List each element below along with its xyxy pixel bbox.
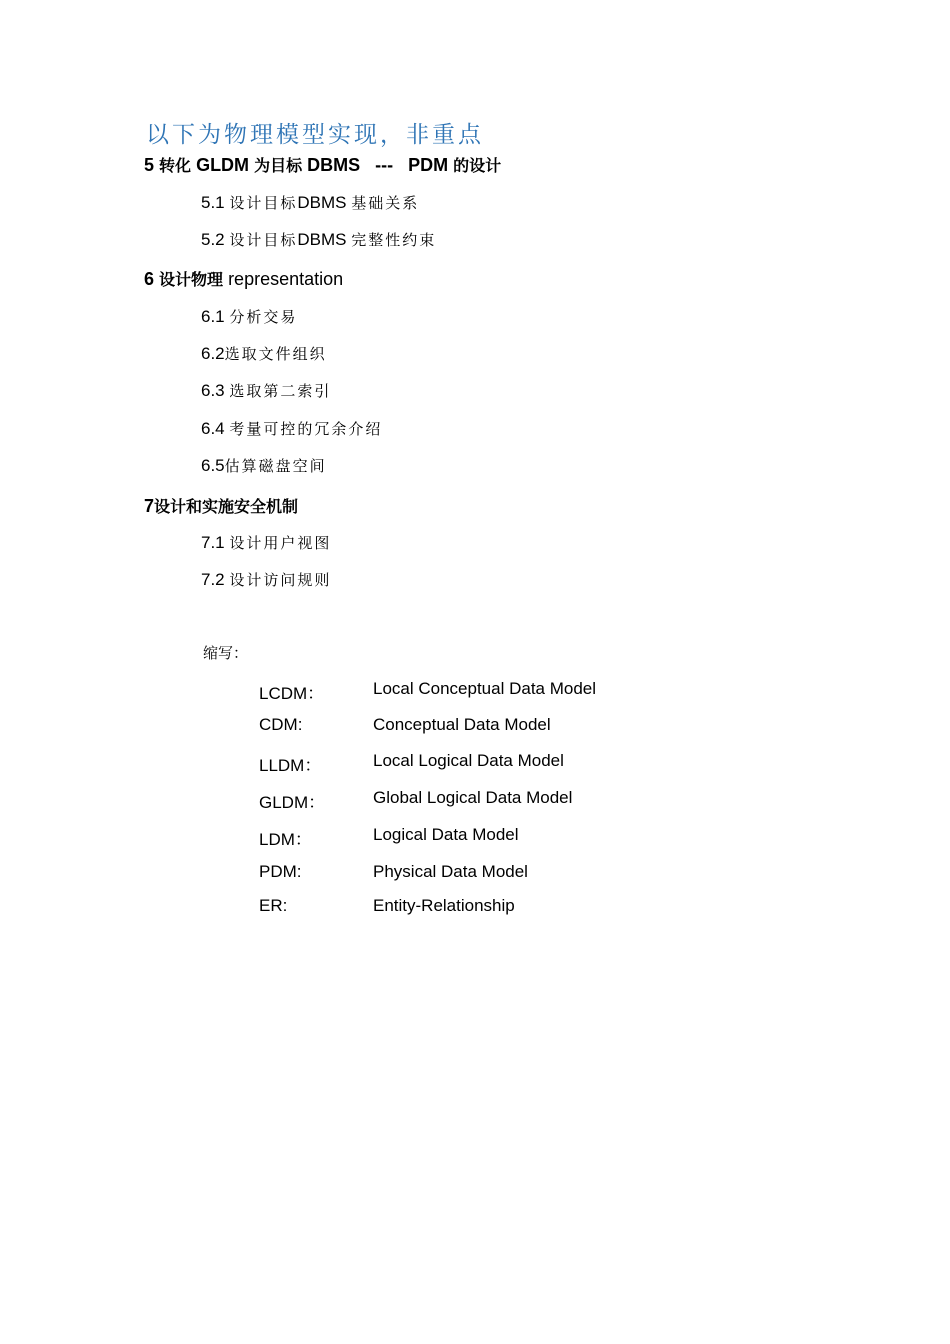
subsection-number: 5.2 [201,230,225,249]
section-title-part: 设计和实施安全机制 [154,497,299,516]
section-title-part: 转化 [159,156,192,175]
subsection-number: 6.5 [201,456,225,475]
subsection-7-2 [201,569,331,590]
subsection-number: 5.1 [201,193,225,212]
section-title-part: DBMS [307,155,361,175]
abbreviation-key: LCDM： [259,684,325,703]
section-7-heading [144,494,298,517]
abbreviation-key: ER: [259,896,288,915]
subsection-number: 7.2 [201,570,225,589]
subsection-text: 选取文件组织 [224,345,327,363]
subsection-number: 6.3 [201,381,225,400]
subsection-number: 6.4 [201,419,225,438]
subsection-text: 完整性约束 [351,231,437,249]
subsection-number: 6.2 [201,344,225,363]
subsection-6-4 [201,418,382,439]
abbreviation-value: Entity-Relationship [373,896,515,915]
subsection-5-1 [201,192,419,213]
abbreviation-key: LDM： [259,830,312,849]
section-title-part: 为目标 [254,156,303,175]
subsection-text: DBMS [297,193,347,212]
abbreviation-key: LLDM： [259,756,322,775]
subsection-6-5 [201,455,327,476]
section-title-part: GLDM [196,155,250,175]
subsection-text: 分析交易 [229,308,298,326]
page-heading: 以下为物理模型实现，非重点 [146,122,484,148]
subsection-number: 6.1 [201,307,225,326]
abbreviation-key: PDM: [259,862,302,881]
subsection-text: 设计用户视图 [229,534,332,552]
section-title-part: 的设计 [453,156,502,175]
section-number: 5 [144,155,155,175]
subsection-text: 考量可控的冗余介绍 [229,420,383,438]
subsection-text: DBMS [297,230,347,249]
subsection-text: 选取第二索引 [229,382,332,400]
subsection-6-2 [201,343,327,364]
abbreviation-value: Physical Data Model [373,862,528,881]
subsection-text: 估算磁盘空间 [224,457,327,475]
subsection-text: 设计目标 [229,194,298,212]
subsection-5-2 [201,229,436,250]
subsection-6-3 [201,380,331,401]
section-number: 6 [144,269,155,289]
abbreviation-key: CDM: [259,715,303,734]
subsection-6-1 [201,306,297,327]
subsection-text: 设计访问规则 [229,571,332,589]
abbreviation-value: Local Conceptual Data Model [373,679,597,698]
section-title-part: --- [375,155,394,175]
section-number: 7 [144,496,155,516]
subsection-number: 7.1 [201,533,225,552]
abbreviation-value: Local Logical Data Model [373,751,564,770]
section-title-part: representation [228,269,344,289]
abbreviation-value: Logical Data Model [373,825,519,844]
subsection-text: 设计目标 [229,231,298,249]
abbreviation-value: Global Logical Data Model [373,788,573,807]
abbreviation-value: Conceptual Data Model [373,715,551,734]
abbreviations-label: 缩写： [203,644,249,662]
section-5-heading [144,153,501,176]
section-title-part: PDM [408,155,449,175]
section-6-heading [144,267,343,290]
subsection-text: 基础关系 [351,194,420,212]
abbreviation-key: GLDM： [259,793,326,812]
subsection-7-1 [201,532,331,553]
section-title-part: 设计物理 [159,270,224,289]
